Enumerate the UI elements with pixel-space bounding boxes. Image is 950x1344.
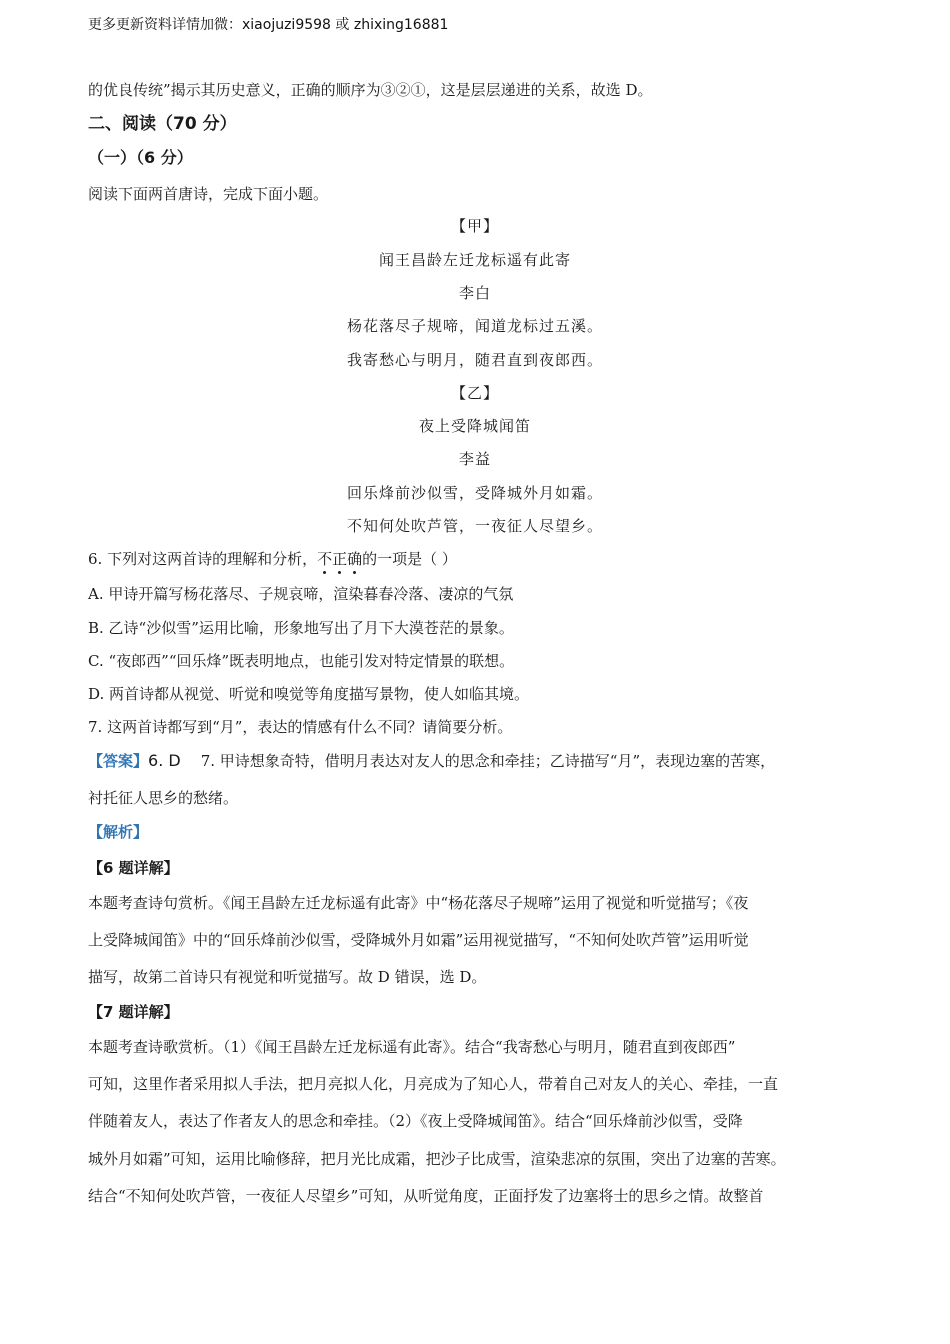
detail-6-line-2: 上受降城闻笛》中的“回乐烽前沙似雪，受降城外月如霜”运用视觉描写，“不知何处吹芦管”运用听觉 <box>88 931 749 949</box>
answer-line <box>88 751 775 771</box>
question-6-suffix: 的一项是（ ） <box>362 550 457 568</box>
poem-a-line-2: 我寄愁心与明月，随君直到夜郎西。 <box>346 351 603 369</box>
option-a: A. 甲诗开篇写杨花落尽、子规哀啼，渲染暮春冷落、凄凉的气氛 <box>88 585 514 603</box>
poem-b-tag: 【乙】 <box>450 384 499 402</box>
intro-line: 的优良传统”揭示其历史意义，正确的顺序为③②①，这是层层递进的关系，故选 D。 <box>88 81 653 99</box>
subsection-title: （一）（6 分） <box>88 148 193 167</box>
detail-7-line-2: 可知，这里作者采用拟人手法，把月亮拟人化，月亮成为了知心人，带着自己对友人的关心、牵挂，一直 <box>88 1075 779 1093</box>
answer-7-line-1: 7. 甲诗想象奇特，借明月表达对友人的思念和牵挂；乙诗描写“月”，表现边塞的苦寒， <box>200 752 776 770</box>
poem-b-title: 夜上受降城闻笛 <box>418 417 531 435</box>
answer-7-line-2: 衬托征人思乡的愁绪。 <box>88 789 239 807</box>
option-c: C. “夜郎西”“回乐烽”既表明地点，也能引发对特定情景的联想。 <box>88 652 515 670</box>
detail-7-line-5: 结合“不知何处吹芦管，一夜征人尽望乡”可知，从听觉角度，正面抒发了边塞将士的思乡之情。故整首 <box>88 1187 764 1205</box>
page-header: 更多更新资料详情加微：xiaojuzi9598 或 zhixing16881 <box>88 17 449 33</box>
question-6-prefix: 6. 下列对这两首诗的理解和分析， <box>88 550 318 568</box>
answer-6: 6. D <box>148 751 181 770</box>
question-6 <box>88 549 457 569</box>
emphasis-char-1: 不 <box>317 550 333 568</box>
poem-b-line-2: 不知何处吹芦管，一夜征人尽望乡。 <box>346 517 603 535</box>
analysis-label: 【解析】 <box>88 823 149 841</box>
detail-7-line-1: 本题考查诗歌赏析。（1）《闻王昌龄左迁龙标遥有此寄》。结合“我寄愁心与明月，随君直到夜郎西” <box>88 1038 736 1056</box>
emphasis-char-3: 确 <box>347 550 363 568</box>
detail-6-label: 【6 题详解】 <box>88 859 179 877</box>
emphasis-char-2: 正 <box>332 550 348 568</box>
poem-b-line-1: 回乐烽前沙似雪，受降城外月如霜。 <box>346 484 603 502</box>
option-d: D. 两首诗都从视觉、听觉和嗅觉等角度描写景物，使人如临其境。 <box>88 685 530 703</box>
instruction: 阅读下面两首唐诗，完成下面小题。 <box>88 185 329 203</box>
detail-7-label: 【7 题详解】 <box>88 1003 179 1021</box>
section-title: 二、阅读（70 分） <box>88 114 237 134</box>
poem-a-author: 李白 <box>458 284 491 302</box>
detail-7-line-3: 伴随着友人，表达了作者友人的思念和牵挂。（2）《夜上受降城闻笛》。结合“回乐烽前沙似雪，受降 <box>88 1112 743 1130</box>
poem-a-line-1: 杨花落尽子规啼，闻道龙标过五溪。 <box>346 317 603 335</box>
answer-label: 【答案】 <box>88 752 149 770</box>
poem-a-tag: 【甲】 <box>450 217 499 235</box>
poem-a-title: 闻王昌龄左迁龙标遥有此寄 <box>378 251 571 269</box>
detail-6-line-3: 描写，故第二首诗只有视觉和听觉描写。故 D 错误，选 D。 <box>88 968 487 986</box>
detail-7-line-4: 城外月如霜”可知，运用比喻修辞，把月光比成霜，把沙子比成雪，渲染悲凉的氛围，突出了边塞的苦寒。 <box>88 1150 786 1168</box>
detail-6-line-1: 本题考查诗句赏析。《闻王昌龄左迁龙标遥有此寄》中“杨花落尽子规啼”运用了视觉和听觉描写；《夜 <box>88 894 749 912</box>
poem-b-author: 李益 <box>458 450 491 468</box>
option-b: B. 乙诗“沙似雪”运用比喻，形象地写出了月下大漠苍茫的景象。 <box>88 619 514 637</box>
question-7: 7. 这两首诗都写到“月”，表达的情感有什么不同？请简要分析。 <box>88 718 513 736</box>
